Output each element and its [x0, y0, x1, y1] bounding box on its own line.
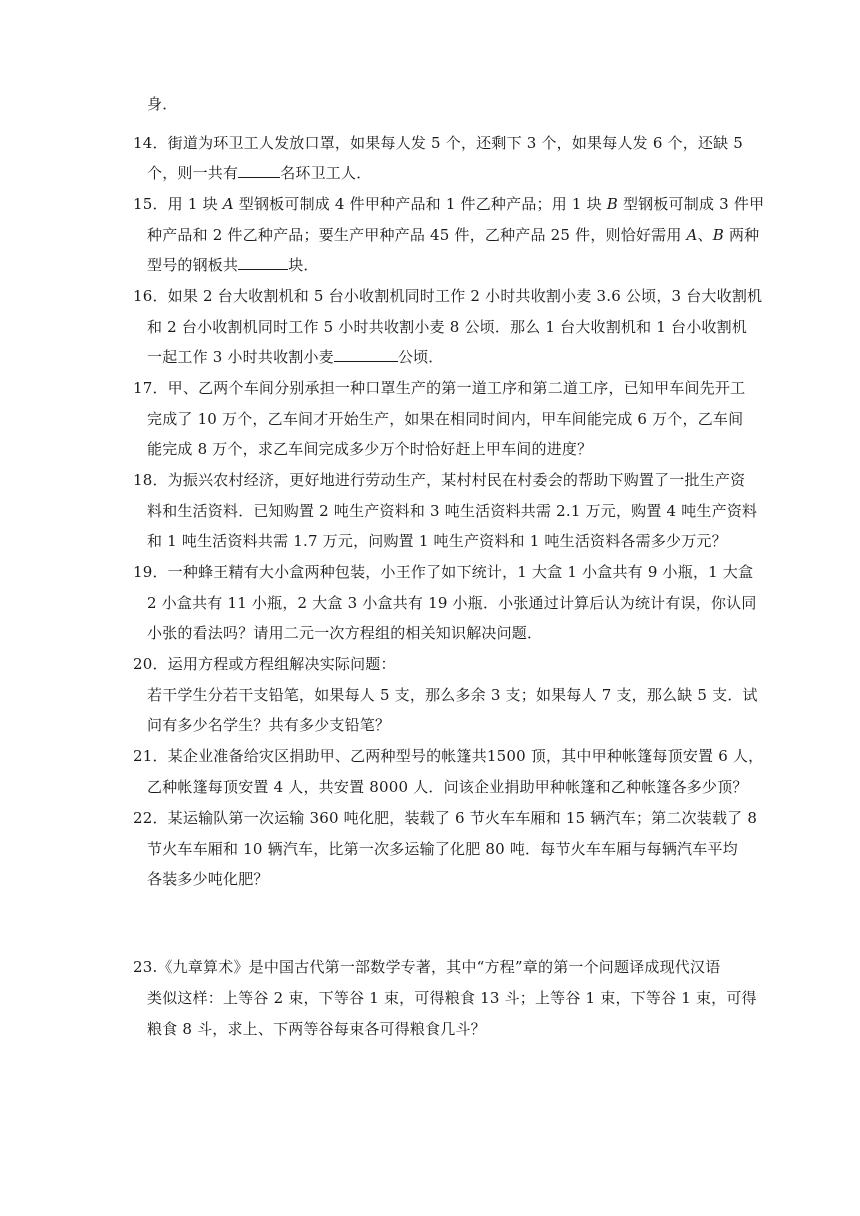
question-19-line-2: [147, 593, 757, 613]
question-19-line-1: [133, 562, 753, 582]
question-23-line-2: [147, 988, 757, 1008]
line-text: 型号的钢板共: [147, 256, 239, 274]
line-text: 17．甲、乙两个车间分别承担一种口罩生产的第一道工序和第二道工序，已知甲车间先开工: [133, 379, 746, 397]
line-text: 能完成 8 万个，求乙车间完成多少万个时恰好赶上甲车间的进度？: [147, 440, 593, 458]
line-text: 类似这样：上等谷 2 束，下等谷 1 束，可得粮食 13 斗；上等谷 1 束，下等谷 1 束，可得: [147, 989, 757, 1007]
line-text: 15．用 1 块: [133, 195, 223, 213]
question-20-line-1: [133, 654, 396, 674]
question-15-line-1: [133, 194, 764, 214]
line-text: 乙种帐篷每顶安置 4 人，共安置 8000 人．问该企业捐助甲种帐篷和乙种帐篷各多少顶？: [147, 778, 748, 796]
answer-blank[interactable]: [334, 347, 398, 362]
question-21-line-1: [133, 746, 763, 766]
line-text: 14．街道为环卫工人发放口罩，如果每人发 5 个，还剩下 3 个，如果每人发 6 个，还缺 5: [133, 134, 744, 152]
line-text: 23.《九章算术》是中国古代第一部数学专著，其中“方程”章的第一个问题译成现代汉语: [133, 958, 721, 976]
line-text: 完成了 10 万个，乙车间才开始生产，如果在相同时间内，甲车间能完成 6 万个，乙车间: [147, 410, 744, 428]
line-text: 型钢板可制成 3 件甲: [618, 195, 765, 213]
question-15-line-2: [147, 225, 759, 245]
line-text: 问有多少名学生？共有多少支铅笔？: [147, 716, 391, 734]
question-17-line-3: [147, 439, 592, 459]
line-text: 块．: [288, 256, 319, 274]
line-text: 21．某企业准备给灾区捐助甲、乙两种型号的帐篷共1500 顶，其中甲种帐篷每顶安置 6 人，: [133, 747, 764, 765]
question-22-line-1: [133, 808, 757, 828]
line-text: 2 小盒共有 11 小瓶，2 大盒 3 小盒共有 19 小瓶．小张通过计算后认为统计有误，你认同: [147, 594, 757, 612]
variable-a: A: [686, 226, 698, 244]
line-text: 18．为振兴农村经济，更好地进行劳动生产，某村村民在村委会的帮助下购置了一批生产资: [133, 471, 746, 489]
line-text: 、: [697, 226, 713, 244]
variable-b: B: [712, 226, 724, 244]
question-21-line-2: [147, 777, 748, 797]
question-19-line-3: [147, 623, 542, 643]
answer-blank[interactable]: [238, 163, 280, 178]
question-17-line-1: [133, 378, 745, 398]
question-17-line-2: [147, 409, 743, 429]
question-18-line-3: [147, 531, 727, 551]
variable-b: B: [606, 195, 619, 213]
line-text: 公顷．: [397, 348, 444, 366]
answer-blank[interactable]: [238, 255, 288, 270]
line-text: 一起工作 3 小时共收割小麦: [147, 348, 334, 366]
line-text: 和 2 台小收割机同时工作 5 小时共收割小麦 8 公顷．那么 1 台大收割机和 1 台小收割机: [147, 318, 748, 336]
line-text: 个，则一共有: [147, 164, 239, 182]
question-16-line-2: [147, 317, 747, 337]
line-text: 种产品和 2 件乙种产品；要生产甲种产品 45 件，乙种产品 25 件，则恰好需用: [147, 226, 687, 244]
question-23-line-1: [133, 957, 720, 977]
question-16-line-3: [147, 347, 444, 367]
question-18-line-2: [147, 501, 757, 521]
text-line: [147, 94, 177, 114]
question-18-line-1: [133, 470, 745, 490]
line-text: 节火车车厢和 10 辆汽车，比第一次多运输了化肥 80 吨．每节火车车厢与每辆汽车平均: [147, 840, 738, 858]
question-15-line-3: [147, 255, 319, 275]
question-22-line-3: [147, 869, 269, 889]
variable-a: A: [222, 195, 234, 213]
question-14-line-2: [147, 163, 371, 183]
line-text: 19．一种蜂王精有大小盒两种包装，小王作了如下统计，1 大盒 1 小盒共有 9 小瓶，1 大盒: [133, 563, 754, 581]
line-text: 身．: [147, 95, 178, 113]
line-text: 22．某运输队第一次运输 360 吨化肥，装载了 6 节火车车厢和 15 辆汽车；第二次装载了 8: [133, 809, 758, 827]
question-22-line-2: [147, 839, 738, 859]
line-text: 20．运用方程或方程组解决实际问题：: [133, 655, 396, 673]
question-23-line-3: [147, 1019, 486, 1039]
line-text: 两种: [723, 226, 760, 244]
line-text: 型钢板可制成 4 件甲种产品和 1 件乙种产品；用 1 块: [233, 195, 607, 213]
line-text: 若干学生分若干支铅笔，如果每人 5 支，那么多余 3 支；如果每人 7 支，那么缺 5 支．试: [147, 686, 758, 704]
question-20-line-3: [147, 715, 390, 735]
question-20-line-2: [147, 685, 758, 705]
question-16-line-1: [133, 286, 762, 306]
question-14-line-1: [133, 133, 743, 153]
line-text: 粮食 8 斗，求上、下两等谷每束各可得粮食几斗？: [147, 1020, 486, 1038]
line-text: 16．如果 2 台大收割机和 5 台小收割机同时工作 2 小时共收割小麦 3.6 公顷，3 台大收割机: [133, 287, 763, 305]
line-text: 名环卫工人．: [280, 164, 372, 182]
line-text: 料和生活资料．已知购置 2 吨生产资料和 3 吨生活资料共需 2.1 万元，购置 4 吨生产资料: [147, 502, 758, 520]
line-text: 各装多少吨化肥？: [147, 870, 269, 888]
line-text: 小张的看法吗？请用二元一次方程组的相关知识解决问题．: [147, 624, 543, 642]
line-text: 和 1 吨生活资料共需 1.7 万元，问购置 1 吨生产资料和 1 吨生活资料各需多少万元？: [147, 532, 727, 550]
